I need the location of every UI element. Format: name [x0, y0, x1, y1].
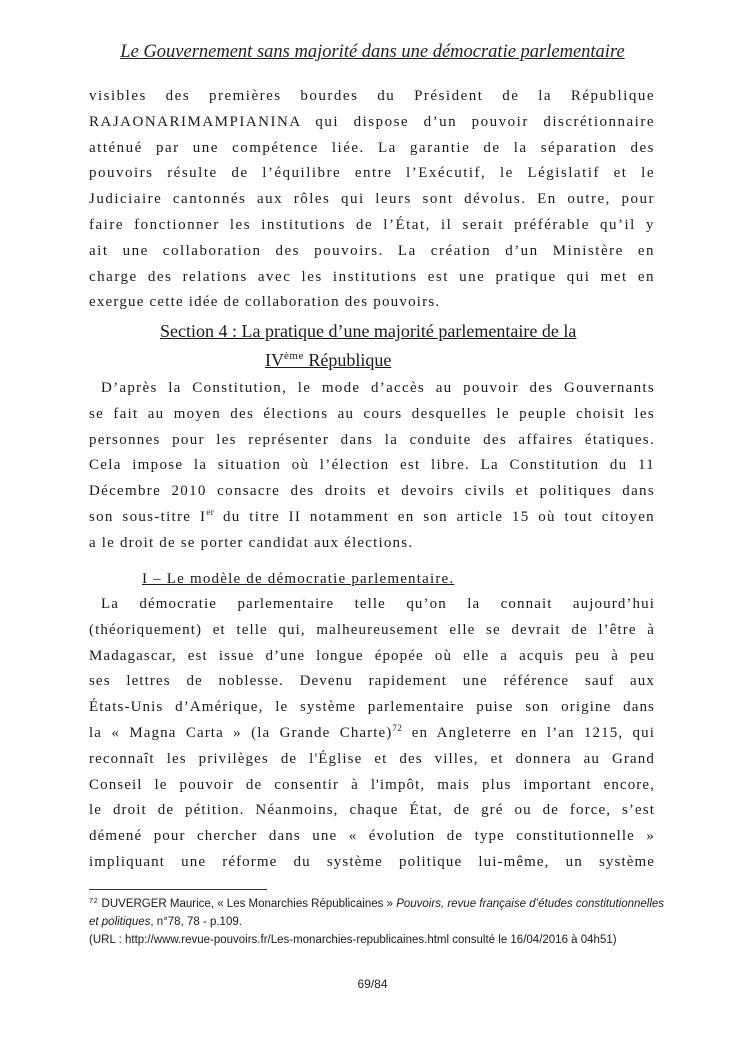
section-title-line-2	[265, 348, 391, 372]
footnote-text: DUVERGER Maurice, « Les Monarchies Républicaines »	[98, 898, 397, 910]
text-line: La démocratie parlementaire telle qu’on la connait aujourd’hui	[101, 596, 655, 612]
text-line: personnes pour les représenter dans la conduite des affaires étatiques.	[89, 431, 655, 448]
text-line: ses lettres de noblesse. Devenu rapidement une référence sauf aux	[89, 673, 655, 690]
text-line	[89, 505, 655, 531]
section-title-roman: IV	[265, 350, 284, 370]
text-line: visibles des premières bourdes du Président de la République	[89, 88, 655, 104]
text-line: Décembre 2010 consacre des droits et devoirs civils et politiques dans	[89, 483, 655, 500]
superscript: er	[206, 506, 215, 517]
running-header: Le Gouvernement sans majorité dans une démocratie parlementaire	[120, 42, 625, 62]
text-line: charge des relations avec les institutions est une pratique qui met en	[89, 268, 655, 285]
text-span: en Angleterre en l’an 1215, qui	[402, 724, 655, 741]
paragraph-3	[89, 592, 655, 876]
footnote-line-2	[89, 913, 669, 931]
footnote-divider	[89, 889, 267, 890]
text-line: Cela impose la situation où l’élection est libre. La Constitution du 11	[89, 457, 655, 474]
text-line: se fait au moyen des élections au cours desquelles le peuple choisit les	[89, 405, 655, 422]
text-span: la « Magna Carta » (la Grande Charte)	[89, 724, 393, 741]
text-line: pouvoirs résulte de l’équilibre entre l’Exécutif, le Législatif et le	[89, 165, 655, 182]
footnote-italic: Pouvoirs, revue française d’études constitutionnelles	[396, 898, 665, 910]
section-title-line-1: Section 4 : La pratique d’une majorité parlementaire de la	[160, 321, 577, 341]
section-title-superscript: ème	[284, 350, 304, 362]
text-line: impliquant une réforme du système politique lui-même, un système	[89, 853, 655, 870]
text-line: (théoriquement) et telle qui, malheureusement elle se devrait de l’être à	[89, 621, 655, 638]
footnote-number: 72	[89, 896, 99, 905]
text-line: a le droit de se porter candidat aux élections.	[89, 534, 414, 551]
text-line: ait une collaboration des pouvoirs. La création d’un Ministère en	[89, 242, 655, 259]
paragraph-1	[89, 84, 655, 316]
text-line: États-Unis d’Amérique, le système parlementaire puise son origine dans	[89, 699, 655, 716]
text-line: RAJAONARIMAMPIANINA qui dispose d’un pouvoir discrétionnaire	[89, 113, 655, 130]
footnote-url-line[interactable]: (URL : http://www.revue-pouvoirs.fr/Les-monarchies-republicaines.html consulté le 16/04/2016 à 04h51)	[89, 934, 617, 946]
page-number: 69/84	[357, 977, 388, 991]
text-span: son sous-titre I	[89, 508, 207, 525]
section-title-republique: République	[303, 350, 392, 370]
footnote-italic: et politiques	[89, 916, 151, 928]
footnote-text: , n°78, 78 - p.109.	[150, 916, 242, 928]
text-line: atténué par une compétence liée. La garantie de la séparation des	[89, 139, 655, 156]
text-line: Conseil le pouvoir de consentir à l'impôt, mais plus important encore,	[89, 776, 655, 793]
text-line: le droit de pétition. Néanmoins, chaque État, de gré ou de force, s’est	[89, 802, 655, 819]
text-line: Madagascar, est issue d’une longue épopée où elle a acquis peu à peu	[89, 647, 655, 664]
text-line	[89, 721, 655, 747]
footnote-ref[interactable]: 72	[392, 722, 403, 733]
subsection-title: I – Le modèle de démocratie parlementaire.	[142, 571, 455, 587]
paragraph-2	[89, 376, 655, 557]
text-span: du titre II notamment en son article 15 où tout citoyen	[214, 508, 655, 525]
text-line: démené pour chercher dans une « évolution de type constitutionnelle »	[89, 828, 655, 845]
text-line: Judiciaire cantonnés aux rôles qui leurs sont dévolus. En outre, pour	[89, 191, 655, 208]
text-line: faire fonctionner les institutions de l’État, il serait préférable qu’il y	[89, 216, 655, 233]
text-line: reconnaît les privilèges de l'Église et des villes, et donnera au Grand	[89, 750, 655, 767]
text-line: D’après la Constitution, le mode d’accès au pouvoir des Gouvernants	[101, 380, 655, 396]
footnote-line-1	[89, 895, 669, 913]
text-line: exergue cette idée de collaboration des pouvoirs.	[89, 294, 441, 311]
